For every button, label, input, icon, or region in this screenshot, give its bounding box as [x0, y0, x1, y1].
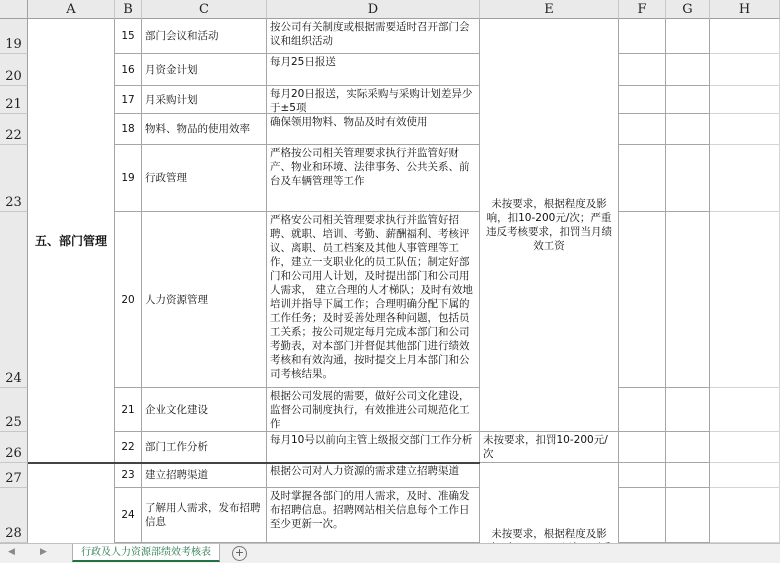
item-name-cell[interactable]: 月资金计划: [142, 54, 267, 86]
empty-cell[interactable]: [666, 86, 710, 114]
row-header-23[interactable]: 23: [0, 145, 28, 212]
empty-cell[interactable]: [710, 488, 780, 543]
item-number-cell[interactable]: 15: [115, 19, 142, 54]
column-header-f[interactable]: F: [619, 0, 666, 19]
empty-cell[interactable]: [666, 114, 710, 145]
empty-cell[interactable]: [666, 488, 710, 543]
item-name-cell[interactable]: 了解用人需求，发布招聘信息: [142, 488, 267, 543]
column-header-e[interactable]: E: [480, 0, 619, 19]
empty-cell[interactable]: [666, 54, 710, 86]
empty-cell[interactable]: [710, 86, 780, 114]
category-cell[interactable]: 五、部门管理: [28, 19, 115, 463]
item-name-cell[interactable]: 行政管理: [142, 145, 267, 212]
item-desc-cell[interactable]: 确保领用物料、物品及时有效使用: [267, 114, 480, 145]
row-header-24[interactable]: 24: [0, 212, 28, 388]
empty-cell[interactable]: [710, 463, 780, 488]
empty-cell[interactable]: [666, 212, 710, 388]
item-number-cell[interactable]: 20: [115, 212, 142, 388]
empty-cell[interactable]: [710, 114, 780, 145]
sheet-tab-bar: [0, 543, 780, 563]
item-number-cell[interactable]: 22: [115, 432, 142, 463]
item-name-cell[interactable]: 企业文化建设: [142, 388, 267, 432]
item-number-cell[interactable]: 17: [115, 86, 142, 114]
row-header-25[interactable]: 25: [0, 388, 28, 432]
empty-cell[interactable]: [710, 54, 780, 86]
row-header-21[interactable]: 21: [0, 86, 28, 114]
item-number-cell[interactable]: 21: [115, 388, 142, 432]
row-header-26[interactable]: 26: [0, 432, 28, 463]
empty-cell[interactable]: [619, 145, 666, 212]
item-desc-cell[interactable]: 根据公司对人力资源的需求建立招聘渠道: [267, 463, 480, 488]
empty-cell[interactable]: [710, 212, 780, 388]
empty-cell[interactable]: [619, 212, 666, 388]
empty-cell[interactable]: [619, 432, 666, 463]
empty-cell[interactable]: [619, 54, 666, 86]
penalty-cell[interactable]: 未按要求，根据程度及影: [480, 463, 619, 543]
empty-cell[interactable]: [666, 388, 710, 432]
column-header-h[interactable]: H: [710, 0, 780, 19]
item-desc-cell[interactable]: 每月20日报送，实际采购与采购计划差异少于±5项: [267, 86, 480, 114]
item-desc-cell[interactable]: 严格按公司相关管理要求执行并监管好财产、物业和环境、法律事务、公共关系、前台及车辆管理等工作: [267, 145, 480, 212]
penalty-cell[interactable]: 未按要求，扣罚10-200元/次: [480, 432, 619, 463]
empty-cell[interactable]: [619, 488, 666, 543]
select-all-corner[interactable]: [0, 0, 28, 19]
column-header-a[interactable]: A: [28, 0, 115, 19]
item-number-cell[interactable]: 24: [115, 488, 142, 543]
add-sheet-icon[interactable]: +: [232, 546, 247, 561]
empty-cell[interactable]: [666, 463, 710, 488]
section-divider: [28, 462, 480, 464]
row-header-19[interactable]: 19: [0, 19, 28, 54]
empty-cell[interactable]: [710, 388, 780, 432]
item-number-cell[interactable]: 16: [115, 54, 142, 86]
empty-cell[interactable]: [710, 432, 780, 463]
item-desc-cell[interactable]: 严格安公司相关管理要求执行并监管好招聘、就职、培训、考勤、薪酬福利、考核评议、离职、员工档案及其他人事管理等工作，建立一支职业化的员工队伍；制定好部门和公司用人计划，及时提出部门和公司用人需求， 建立合理的人才梯队；及时有效地培训并指导下属工作；合理明确分配下属的工作任务；及时妥善处理各种问题，包括员工关系；按公司规定每月完成本部门和公司考勤表，对本部门并督促其他部门进行绩效考核和有效沟通，按时提交上月本部门和公司考核结果。: [267, 212, 480, 388]
row-header-28[interactable]: 28: [0, 488, 28, 543]
item-number-cell[interactable]: 18: [115, 114, 142, 145]
column-header-c[interactable]: C: [142, 0, 267, 19]
empty-cell[interactable]: [666, 19, 710, 54]
item-name-cell[interactable]: 部门工作分析: [142, 432, 267, 463]
item-name-cell[interactable]: 物料、物品的使用效率: [142, 114, 267, 145]
empty-cell[interactable]: [619, 86, 666, 114]
category-cell[interactable]: [28, 463, 115, 543]
item-name-cell[interactable]: 建立招聘渠道: [142, 463, 267, 488]
item-name-cell[interactable]: 部门会议和活动: [142, 19, 267, 54]
item-name-cell[interactable]: 月采购计划: [142, 86, 267, 114]
item-desc-cell[interactable]: 按公司有关制度或根据需要适时召开部门会议和组织活动: [267, 19, 480, 54]
item-name-cell[interactable]: 人力资源管理: [142, 212, 267, 388]
empty-cell[interactable]: [710, 145, 780, 212]
empty-cell[interactable]: [710, 19, 780, 54]
penalty-cell[interactable]: 未按要求，根据程度及影响，扣10-200元/次；严重违反考核要求，扣罚当月绩效工资: [480, 19, 619, 432]
empty-cell[interactable]: [619, 19, 666, 54]
column-header-b[interactable]: B: [115, 0, 142, 19]
row-header-22[interactable]: 22: [0, 114, 28, 145]
empty-cell[interactable]: [619, 463, 666, 488]
item-number-cell[interactable]: 23: [115, 463, 142, 488]
empty-cell[interactable]: [666, 432, 710, 463]
item-desc-cell[interactable]: 及时掌握各部门的用人需求，及时、准确发布招聘信息。招聘网站相关信息每个工作日至少更新一次。: [267, 488, 480, 543]
item-number-cell[interactable]: 19: [115, 145, 142, 212]
item-desc-cell[interactable]: 每月25日报送: [267, 54, 480, 86]
empty-cell[interactable]: [619, 114, 666, 145]
empty-cell[interactable]: [619, 388, 666, 432]
column-header-d[interactable]: D: [267, 0, 480, 19]
row-header-27[interactable]: 27: [0, 463, 28, 488]
column-header-g[interactable]: G: [666, 0, 710, 19]
sheet-tab-active[interactable]: 行政及人力资源部绩效考核表: [72, 544, 220, 562]
item-desc-cell[interactable]: 每月10号以前向主管上级报交部门工作分析: [267, 432, 480, 463]
empty-cell[interactable]: [666, 145, 710, 212]
scroll-right-icon[interactable]: ▶: [40, 547, 47, 557]
scroll-left-icon[interactable]: ◀: [8, 547, 15, 557]
row-header-20[interactable]: 20: [0, 54, 28, 86]
item-desc-cell[interactable]: 根据公司发展的需要，做好公司文化建设，监督公司制度执行，有效推进公司规范化工作: [267, 388, 480, 432]
